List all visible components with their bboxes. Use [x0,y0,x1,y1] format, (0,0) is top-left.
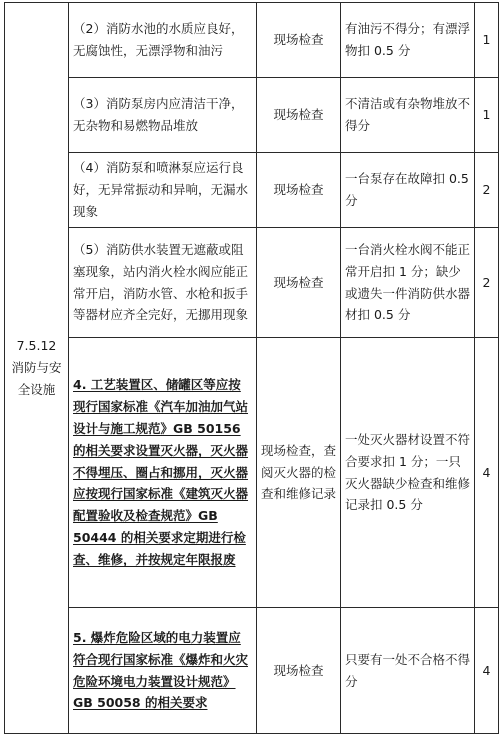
requirement-text: （5）消防供水装置无遮蔽或阻塞现象，站内消火栓水阀应能正常开启，消防水管、水枪和扳手等器材应齐全完好，无挪用现象 [73,241,249,323]
method-cell: 现场检查 [257,3,341,78]
table-row [5,3,499,78]
method-cell: 现场检查 [257,78,341,153]
method-cell: 现场检查 [257,228,341,338]
method-cell: 现场检查 [257,608,341,734]
requirement-text: （4）消防泵和喷淋泵应运行良好，无异常振动和异响，无漏水现象 [73,160,249,219]
score-cell: 2 [475,153,499,228]
requirement-cell [69,228,257,338]
method-cell: 现场检查，查阅灭火器的检查和维修记录 [257,338,341,608]
table-row [5,338,499,608]
requirement-cell [69,153,257,228]
requirement-text: 5. 爆炸危险区域的电力装置应符合现行国家标准《爆炸和火灾危险环境电力装置设计规范》GB 50058 的相关要求 [73,629,249,711]
inspection-table [4,2,499,734]
deduction-cell: 有油污不得分；有漂浮物扣 0.5 分 [341,3,475,78]
score-cell: 2 [475,228,499,338]
requirement-cell [69,608,257,734]
score-cell: 4 [475,338,499,608]
requirement-cell [69,3,257,78]
table-row [5,153,499,228]
score-cell: 1 [475,3,499,78]
requirement-cell [69,338,257,608]
deduction-cell: 一台泵存在故障扣 0.5 分 [341,153,475,228]
method-cell: 现场检查 [257,153,341,228]
section-code: 7.5.12 [16,338,57,354]
deduction-cell: 一台消火栓水阀不能正常开启扣 1 分；缺少或遗失一件消防供水器材扣 0.5 分 [341,228,475,338]
score-cell: 4 [475,608,499,734]
deduction-cell: 只要有一处不合格不得分 [341,608,475,734]
table-row [5,608,499,734]
score-cell: 1 [475,78,499,153]
requirement-text: 4. 工艺装置区、储罐区等应按现行国家标准《汽车加油加气站设计与施工规范》GB 50156 的相关要求设置灭火器，灭火器不得埋压、圈占和挪用，灭火器应按现行国家标准《建筑灭火器配置验收及检查规范》GB 50444 的相关要求定期进行检查、维修，并按规定年限报废 [73,377,249,568]
requirement-text: （2）消防水池的水质应良好，无腐蚀性，无漂浮物和油污 [73,21,244,58]
deduction-cell: 不清洁或有杂物堆放不得分 [341,78,475,153]
table-row [5,78,499,153]
requirement-text: （3）消防泵房内应清洁干净，无杂物和易燃物品堆放 [73,96,244,133]
requirement-cell [69,78,257,153]
section-name: 消防与安全设施 [11,360,62,397]
deduction-cell: 一处灭火器材设置不符合要求扣 1 分；一只灭火器缺少检查和维修记录扣 0.5 分 [341,338,475,608]
section-cell [5,3,69,734]
table-row [5,228,499,338]
